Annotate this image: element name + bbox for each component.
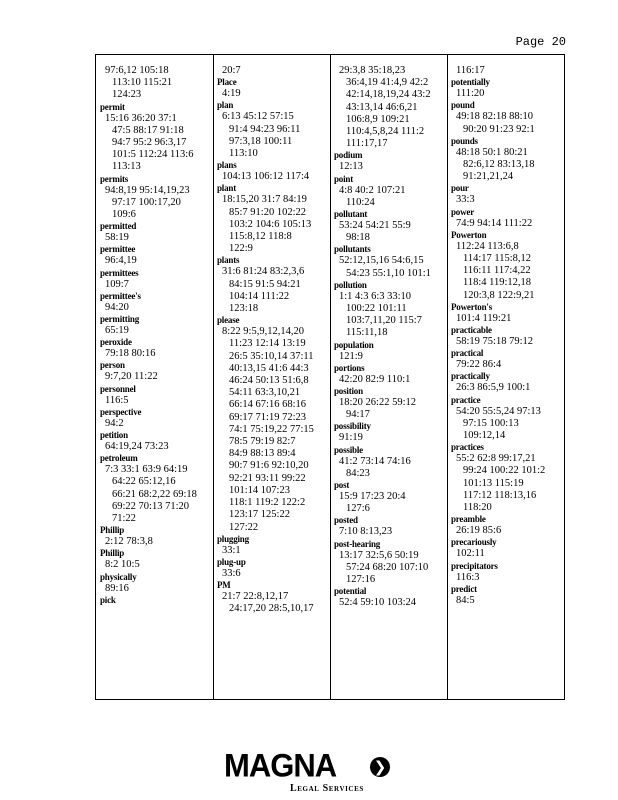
index-reference-line: 96:4,19 xyxy=(105,255,137,267)
chevron-right-icon: ❯ xyxy=(370,757,390,777)
index-reference-line: 78:5 79:19 82:7 xyxy=(229,436,296,448)
index-reference-line: 120:3,8 122:9,21 xyxy=(463,289,535,301)
index-reference-line: 84:9 88:13 89:4 xyxy=(229,448,296,460)
index-entry xyxy=(451,395,563,443)
index-reference-line: 1:1 4:3 6:3 33:10 xyxy=(339,290,412,302)
index-entry xyxy=(451,207,563,230)
index-term: permits xyxy=(100,173,129,184)
index-reference-line: 43:13,14 46:6,21 xyxy=(346,101,418,113)
index-reference-line: 115:8,12 118:8 xyxy=(229,231,292,243)
index-term: person xyxy=(100,360,125,371)
index-term: possibility xyxy=(334,421,371,432)
index-entry xyxy=(217,315,329,533)
index-reference-line: 110:24 xyxy=(346,196,375,208)
index-entry xyxy=(100,407,212,430)
index-reference-line: 12:13 xyxy=(339,161,363,173)
index-reference-line: 36:4,19 41:4,9 42:2 xyxy=(346,77,429,89)
index-reference-line: 97:6,12 105:18 xyxy=(105,65,169,76)
index-reference-line: 101:14 107:23 xyxy=(229,484,290,496)
index-entry xyxy=(334,445,446,480)
index-reference-line: 29:3,8 35:18,23 xyxy=(339,65,406,76)
index-reference-line: 117:12 118:13,16 xyxy=(463,489,537,501)
index-reference-line: 18:20 26:22 59:12 xyxy=(339,397,417,409)
index-entry xyxy=(334,586,446,609)
index-entry xyxy=(451,183,563,206)
index-reference-line: 116:5 xyxy=(105,394,129,406)
index-entry xyxy=(334,515,446,538)
index-entry xyxy=(334,280,446,340)
index-term: Powerton xyxy=(451,229,487,240)
index-reference-line: 79:18 80:16 xyxy=(105,348,156,360)
index-entry xyxy=(451,230,563,302)
index-reference-line: 94:20 xyxy=(105,301,129,313)
index-term: practice xyxy=(451,394,481,405)
index-column-1 xyxy=(100,65,212,699)
index-reference-line: 113:10 115:21 xyxy=(112,77,173,89)
index-reference-line: 33:3 xyxy=(456,194,475,206)
index-term: pour xyxy=(451,183,469,194)
index-reference-line: 7:3 33:1 63:9 64:19 xyxy=(105,464,188,476)
index-term: posted xyxy=(334,515,358,526)
index-reference-line: 123:17 125:22 xyxy=(229,509,290,521)
index-reference-line: 109:6 xyxy=(112,209,136,221)
index-term: Phillip xyxy=(100,548,125,559)
index-reference-line: 110:4,5,8,24 111:2 xyxy=(346,126,425,138)
index-reference-line: 42:14,18,19,24 43:2 xyxy=(346,89,431,101)
index-entry xyxy=(100,314,212,337)
index-term: permittee's xyxy=(100,290,141,301)
index-reference-line: 94:8,19 95:14,19,23 xyxy=(105,184,190,196)
index-reference-line: 97:15 100:13 xyxy=(463,417,519,429)
index-term: plants xyxy=(217,255,240,266)
index-entry xyxy=(334,209,446,244)
index-reference-line: 122:9 xyxy=(229,243,253,255)
index-reference-line: 65:19 xyxy=(105,325,129,337)
index-reference-line: 114:17 115:8,12 xyxy=(463,253,532,265)
index-term: potential xyxy=(334,586,367,597)
index-entry xyxy=(100,221,212,244)
index-reference-line: 106:8,9 109:21 xyxy=(346,113,410,125)
index-term: peroxide xyxy=(100,337,132,348)
index-term: plan xyxy=(217,100,234,111)
index-entry xyxy=(451,561,563,584)
index-reference-line: 84:5 xyxy=(456,594,475,606)
index-term: post-hearing xyxy=(334,538,381,549)
index-reference-line: 55:2 62:8 99:17,21 xyxy=(456,453,536,465)
index-reference-line: 69:17 71:19 72:23 xyxy=(229,411,307,423)
index-term: preamble xyxy=(451,514,486,525)
index-entry xyxy=(217,160,329,183)
index-entry xyxy=(217,183,329,255)
index-entry xyxy=(451,302,563,325)
index-term: precipitators xyxy=(451,560,498,571)
index-term: please xyxy=(217,315,240,326)
index-reference-line: 79:22 86:4 xyxy=(456,359,502,371)
index-entry xyxy=(451,136,563,184)
index-reference-line: 104:13 106:12 117:4 xyxy=(222,171,310,183)
index-entry xyxy=(100,337,212,360)
index-term: pick xyxy=(100,594,116,605)
index-reference-line: 46:24 50:13 51:6,8 xyxy=(229,375,309,387)
index-entry xyxy=(217,534,329,557)
index-entry xyxy=(451,371,563,394)
index-reference-line: 47:5 88:17 91:18 xyxy=(112,124,184,136)
index-reference-line: 121:9 xyxy=(339,350,363,362)
index-entry xyxy=(217,100,329,160)
index-reference-line: 15:9 17:23 20:4 xyxy=(339,491,406,503)
index-reference-line: 101:5 112:24 113:6 xyxy=(112,149,194,161)
index-entry xyxy=(100,453,212,525)
index-entry xyxy=(217,557,329,580)
index-term: plugging xyxy=(217,533,249,544)
index-reference-line: 89:16 xyxy=(105,582,129,594)
index-entry xyxy=(451,442,563,514)
index-reference-line: 11:23 12:14 13:19 xyxy=(229,338,306,350)
index-term: permittees xyxy=(100,267,139,278)
index-term: plans xyxy=(217,160,237,171)
index-reference-line: 20:7 xyxy=(222,65,241,76)
index-entry xyxy=(334,363,446,386)
index-reference-line: 8:22 9:5,9,12,14,20 xyxy=(222,326,304,338)
index-reference-line: 99:24 100:22 101:2 xyxy=(463,465,546,477)
index-reference-line: 24:17,20 28:5,10,17 xyxy=(229,603,314,615)
index-reference-line: 49:18 82:18 88:10 xyxy=(456,111,534,123)
index-term: position xyxy=(334,386,363,397)
index-term: portions xyxy=(334,362,365,373)
index-reference-line: 127:6 xyxy=(346,503,370,515)
index-reference-line: 91:21,21,24 xyxy=(463,171,514,183)
index-reference-line: 84:15 91:5 94:21 xyxy=(229,278,301,290)
index-term: practices xyxy=(451,442,484,453)
page-number: Page 20 xyxy=(515,35,566,49)
index-column-2 xyxy=(217,65,329,699)
index-reference-line: 54:20 55:5,24 97:13 xyxy=(456,405,541,417)
index-reference-line: 104:14 111:22 xyxy=(229,290,290,302)
index-reference-line: 4:19 xyxy=(222,88,241,100)
index-column-4 xyxy=(451,65,563,699)
index-term: petition xyxy=(100,430,128,441)
index-reference-line: 118:4 119:12,18 xyxy=(463,277,532,289)
index-reference-line: 102:11 xyxy=(456,548,485,560)
index-reference-line: 97:17 100:17,20 xyxy=(112,196,181,208)
index-reference-line: 115:11,18 xyxy=(346,327,388,339)
column-divider xyxy=(213,55,214,699)
index-entry xyxy=(100,244,212,267)
index-term: practical xyxy=(451,348,484,359)
index-term: possible xyxy=(334,444,363,455)
magna-logo xyxy=(224,747,396,794)
index-reference-line: 40:13,15 41:6 44:3 xyxy=(229,362,309,374)
logo-brand: MAGNA xyxy=(224,747,337,784)
index-term: precariously xyxy=(451,537,497,548)
index-entry xyxy=(100,360,212,383)
index-term: permitted xyxy=(100,221,137,232)
index-reference-line: 92:21 93:11 99:22 xyxy=(229,472,306,484)
index-term: permittee xyxy=(100,244,136,255)
index-term: permitting xyxy=(100,314,139,325)
index-entry xyxy=(334,480,446,515)
index-entry xyxy=(100,384,212,407)
index-reference-line: 2:12 78:3,8 xyxy=(105,536,153,548)
index-reference-line: 48:18 50:1 80:21 xyxy=(456,146,528,158)
index-term: practicable xyxy=(451,325,492,336)
index-reference-line: 103:7,11,20 115:7 xyxy=(346,315,422,327)
index-reference-line: 53:24 54:21 55:9 xyxy=(339,220,411,232)
index-reference-line: 127:22 xyxy=(229,521,259,533)
index-reference-line: 116:11 117:4,22 xyxy=(463,265,531,277)
index-reference-line: 90:20 91:23 92:1 xyxy=(463,123,535,135)
index-reference-line: 69:22 70:13 71:20 xyxy=(112,500,190,512)
index-entry xyxy=(100,65,212,102)
index-entry xyxy=(334,386,446,421)
index-frame xyxy=(95,54,565,700)
index-reference-line: 74:9 94:14 111:22 xyxy=(456,217,533,229)
index-entry xyxy=(451,537,563,560)
index-term: perspective xyxy=(100,406,142,417)
index-entry xyxy=(100,268,212,291)
index-entry xyxy=(334,174,446,209)
index-reference-line: 18:15,20 31:7 84:19 xyxy=(222,194,307,206)
index-reference-line: 4:8 40:2 107:21 xyxy=(339,184,406,196)
index-entry xyxy=(334,421,446,444)
index-column-3 xyxy=(334,65,446,699)
index-entry xyxy=(334,150,446,173)
index-reference-line: 52:4 59:10 103:24 xyxy=(339,597,417,609)
index-reference-line: 6:13 45:12 57:15 xyxy=(222,111,294,123)
column-divider xyxy=(447,55,448,699)
index-reference-line: 94:7 95:2 96:3,17 xyxy=(112,137,187,149)
index-reference-line: 8:2 10:5 xyxy=(105,559,140,571)
index-reference-line: 90:7 91:6 92:10,20 xyxy=(229,460,309,472)
index-term: population xyxy=(334,339,374,350)
index-term: pollution xyxy=(334,279,367,290)
index-reference-line: 111:17,17 xyxy=(346,138,388,150)
index-reference-line: 103:2 104:6 105:13 xyxy=(229,218,312,230)
index-term: PM xyxy=(217,580,231,591)
index-reference-line: 42:20 82:9 110:1 xyxy=(339,373,411,385)
index-term: power xyxy=(451,206,474,217)
index-entry xyxy=(451,100,563,135)
index-reference-line: 26:5 35:10,14 37:11 xyxy=(229,350,314,362)
index-reference-line: 33:1 xyxy=(222,544,241,556)
index-reference-line: 101:13 115:19 xyxy=(463,477,524,489)
index-term: personnel xyxy=(100,383,136,394)
index-reference-line: 100:22 101:11 xyxy=(346,303,407,315)
index-reference-line: 113:10 xyxy=(229,148,258,160)
index-reference-line: 54:23 55:1,10 101:1 xyxy=(346,267,431,279)
index-entry xyxy=(100,291,212,314)
index-reference-line: 57:24 68:20 107:10 xyxy=(346,561,429,573)
index-term: Powerton's xyxy=(451,301,492,312)
index-reference-line: 94:2 xyxy=(105,417,124,429)
index-reference-line: 52:12,15,16 54:6,15 xyxy=(339,255,424,267)
index-term: pollutants xyxy=(334,244,371,255)
index-entry xyxy=(100,174,212,222)
index-reference-line: 124:23 xyxy=(112,89,142,101)
index-reference-line: 9:7,20 11:22 xyxy=(105,371,158,383)
index-term: plant xyxy=(217,183,237,194)
index-term: Place xyxy=(217,77,237,88)
index-reference-line: 58:19 75:18 79:12 xyxy=(456,336,534,348)
index-entry xyxy=(451,325,563,348)
index-reference-line: 64:22 65:12,16 xyxy=(112,476,176,488)
index-entry xyxy=(334,340,446,363)
index-term: petroleum xyxy=(100,453,138,464)
index-reference-line: 85:7 91:20 102:22 xyxy=(229,206,307,218)
index-reference-line: 15:16 36:20 37:1 xyxy=(105,112,177,124)
index-entry xyxy=(100,572,212,595)
index-reference-line: 26:19 85:6 xyxy=(456,525,502,537)
index-term: predict xyxy=(451,583,477,594)
index-entry xyxy=(217,77,329,100)
index-term: pounds xyxy=(451,135,478,146)
index-reference-line: 97:3,18 100:11 xyxy=(229,135,293,147)
index-reference-line: 82:6,12 83:13,18 xyxy=(463,159,535,171)
index-entry xyxy=(217,580,329,615)
index-entry xyxy=(451,514,563,537)
index-reference-line: 64:19,24 73:23 xyxy=(105,441,169,453)
column-divider xyxy=(330,55,331,699)
index-entry xyxy=(451,584,563,607)
index-entry xyxy=(100,595,212,606)
index-reference-line: 112:24 113:6,8 xyxy=(456,240,519,252)
index-reference-line: 116:3 xyxy=(456,571,480,583)
index-reference-line: 31:6 81:24 83:2,3,6 xyxy=(222,266,305,278)
index-reference-line: 113:13 xyxy=(112,161,141,173)
index-reference-line: 94:17 xyxy=(346,409,370,421)
index-reference-line: 13:17 32:5,6 50:19 xyxy=(339,549,419,561)
index-reference-line: 111:20 xyxy=(456,88,485,100)
index-reference-line: 26:3 86:5,9 100:1 xyxy=(456,382,531,394)
index-reference-line: 58:19 xyxy=(105,232,129,244)
index-reference-line: 116:17 xyxy=(456,65,485,76)
index-reference-line: 71:22 xyxy=(112,513,136,525)
index-entry xyxy=(451,348,563,371)
index-entry xyxy=(451,77,563,100)
index-term: post xyxy=(334,480,350,491)
index-reference-line: 123:18 xyxy=(229,303,259,315)
index-reference-line: 21:7 22:8,12,17 xyxy=(222,591,289,603)
index-reference-line: 118:20 xyxy=(463,502,492,514)
index-reference-line: 91:19 xyxy=(339,432,363,444)
index-reference-line: 66:14 67:16 68:16 xyxy=(229,399,307,411)
index-reference-line: 54:11 63:3,10,21 xyxy=(229,387,301,399)
index-reference-line: 127:16 xyxy=(346,574,376,586)
index-term: pollutant xyxy=(334,209,368,220)
index-reference-line: 118:1 119:2 122:2 xyxy=(229,497,306,509)
index-reference-line: 98:18 xyxy=(346,232,370,244)
index-reference-line: 7:10 8:13,23 xyxy=(339,526,393,538)
index-reference-line: 84:23 xyxy=(346,467,370,479)
index-reference-line: 41:2 73:14 74:16 xyxy=(339,455,411,467)
index-entry xyxy=(334,539,446,587)
index-entry xyxy=(451,65,563,77)
index-term: Phillip xyxy=(100,525,125,536)
index-term: plug-up xyxy=(217,556,246,567)
index-reference-line: 101:4 119:21 xyxy=(456,312,512,324)
index-term: point xyxy=(334,173,354,184)
index-term: practically xyxy=(451,371,490,382)
index-entry xyxy=(217,65,329,77)
index-entry xyxy=(100,525,212,548)
logo-subtitle: Legal Services xyxy=(290,783,364,794)
index-entry xyxy=(100,548,212,571)
index-term: podium xyxy=(334,150,363,161)
index-term: potentially xyxy=(451,77,490,88)
index-entry xyxy=(334,244,446,279)
index-entry xyxy=(217,255,329,315)
index-reference-line: 66:21 68:2,22 69:18 xyxy=(112,488,197,500)
index-term: permit xyxy=(100,101,125,112)
index-reference-line: 33:6 xyxy=(222,567,241,579)
index-entry xyxy=(334,65,446,150)
index-entry xyxy=(100,430,212,453)
index-reference-line: 109:12,14 xyxy=(463,430,506,442)
index-term: pound xyxy=(451,100,475,111)
index-reference-line: 91:4 94:23 96:11 xyxy=(229,123,301,135)
index-term: physically xyxy=(100,571,137,582)
index-reference-line: 109:7 xyxy=(105,278,129,290)
index-reference-line: 74:1 75:19,22 77:15 xyxy=(229,423,314,435)
index-entry xyxy=(100,102,212,174)
